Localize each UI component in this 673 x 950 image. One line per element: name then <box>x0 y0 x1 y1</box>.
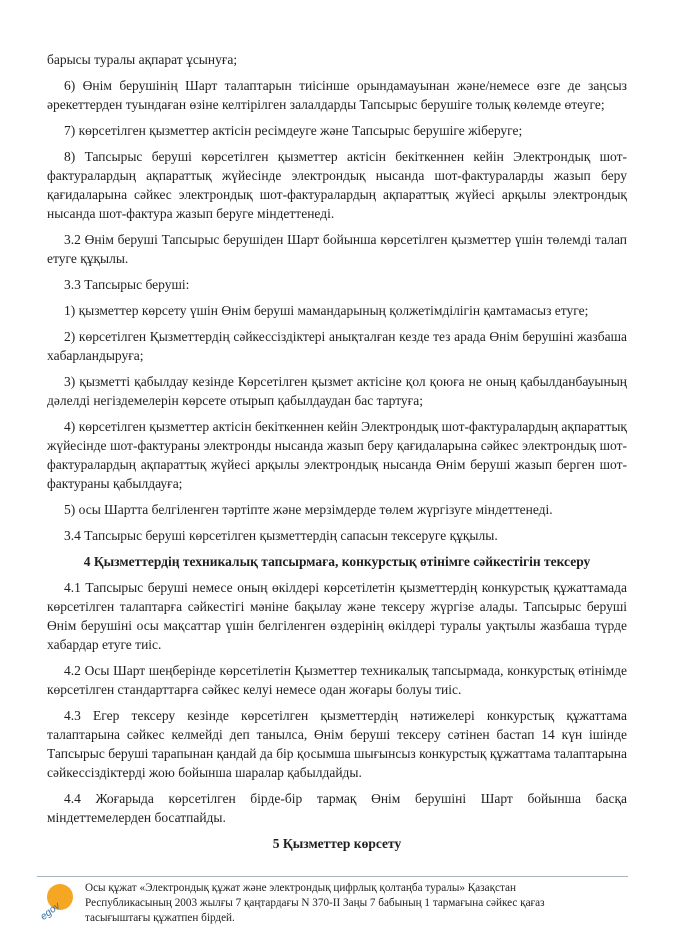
paragraph: 4) көрсетілген қызметтер актісін бекіткеннен кейін Электрондық шот-фактуралардың ақпараттық жүйесінде шот-фактураны электронды нысанда жазып беру қағидаларына сәйкес электрондық шот-фактуралардың ақпараттық жүйесі арқылы электрондық нысанда Өнім беруші жазып берген шот-фактураны қабылдауға; <box>47 419 627 491</box>
section-heading-5: 5 Қызметтер көрсету <box>272 836 402 851</box>
paragraph: 3.2 Өнім беруші Тапсырыс берушіден Шарт бойынша көрсетілген қызметтер үшін төлемді талап етуге құқылы. <box>47 232 627 266</box>
document-footer <box>37 876 628 926</box>
egov-logo-icon <box>37 881 79 925</box>
paragraph: 2) көрсетілген Қызметтердің сәйкессіздіктері анықталған кезде тез арада Өнім берушіні жазбаша хабарландыруға; <box>47 329 627 363</box>
egov-logo-text: egov <box>38 900 63 923</box>
paragraph: 3) қызметті қабылдау кезінде Көрсетілген қызмет актісіне қол қоюға не оның қабылданбауының дәлелді негіздемелерін көрсете отырып қабылдаудан бас тартуға; <box>47 374 627 408</box>
paragraph: 7) көрсетілген қызметтер актісін ресімдеуге және Тапсырыс берушіге жіберуге; <box>64 123 523 138</box>
document-body <box>47 50 627 860</box>
paragraph: 6) Өнім берушінің Шарт талаптарын тиісінше орындамауынан және/немесе өзге де заңсыз әрекеттерден туындаған өзіне келтірілген залалдарды Тапсырыс берушіге толық көлемде өтеуге; <box>47 78 627 112</box>
paragraph: 4.2 Осы Шарт шеңберінде көрсетілетін Қызметтер техникалық тапсырмада, конкурстық өтінімде көрсетілген стандарттарға сәйкес келуі немесе одан жоғары болуы тиіс. <box>47 663 627 697</box>
paragraph: 4.3 Егер тексеру кезінде көрсетілген қызметтердің нәтижелері конкурстық құжаттама талаптарына сәйкес келмейді деп танылса, Өнім беруші тексеру сәтінен бастап 14 күн ішінде Тапсырыс беруші тарапынан қандай да бір қосымша шығынсыз конкурстық құжаттама талаптарына сәйкессіздіктерді жою бойынша шаралар қабылдайды. <box>47 708 627 780</box>
paragraph: 3.4 Тапсырыс беруші көрсетілген қызметтердің сапасын тексеруге құқылы. <box>64 528 498 543</box>
paragraph: 4.4 Жоғарыда көрсетілген бірде-бір тармақ Өнім берушіні Шарт бойынша басқа міндеттемелерден босатпайды. <box>47 791 627 825</box>
paragraph: 8) Тапсырыс беруші көрсетілген қызметтер актісін бекіткеннен кейін Электрондық шот-фактуралардың ақпараттық жүйесінде электрондық нысанда шот-фактураларды жазып беру қағидаларына сәйкес электрондық шот-фактуралардың ақпараттық жүйесі арқылы электрондық нысанда шот-фактура жазып беруге міндеттенеді. <box>47 149 627 221</box>
paragraph: 3.3 Тапсырыс беруші: <box>64 277 190 292</box>
paragraph: 4.1 Тапсырыс беруші немесе оның өкілдері көрсетілетін қызметтердің конкурстық құжаттамада көрсетілген талаптарға сәйкестігі мәніне бақылау және тексеру жүргізе алады. Тапсырыс беруші Өнім берушіні осы мақсаттар үшін белгіленген өздерінің өкілдері туралы уақтылы жазбаша түрде хабардар етуге тиіс. <box>47 580 627 652</box>
footer-legal-text: Осы құжат «Электрондық құжат және электрондық цифрлық қолтаңба туралы» Қазақстан Республикасының 2003 жылғы 7 қаңтардағы N 370-II Заңы 7 бабының 1 тармағына сәйкес қағаз тасығыштағы құжатпен бірдей. <box>85 882 545 924</box>
section-heading-4: 4 Қызметтердің техникалық тапсырмаға, конкурстық өтінімге сәйкестігін тексеру <box>83 554 591 569</box>
paragraph: 1) қызметтер көрсету үшін Өнім беруші мамандарының қолжетімділігін қамтамасыз етуге; <box>64 303 589 318</box>
paragraph: 5) осы Шартта белгіленген тәртіпте және мерзімдерде төлем жүргізуге міндеттенеді. <box>64 502 553 517</box>
paragraph: барысы туралы ақпарат ұсынуға; <box>47 52 238 67</box>
